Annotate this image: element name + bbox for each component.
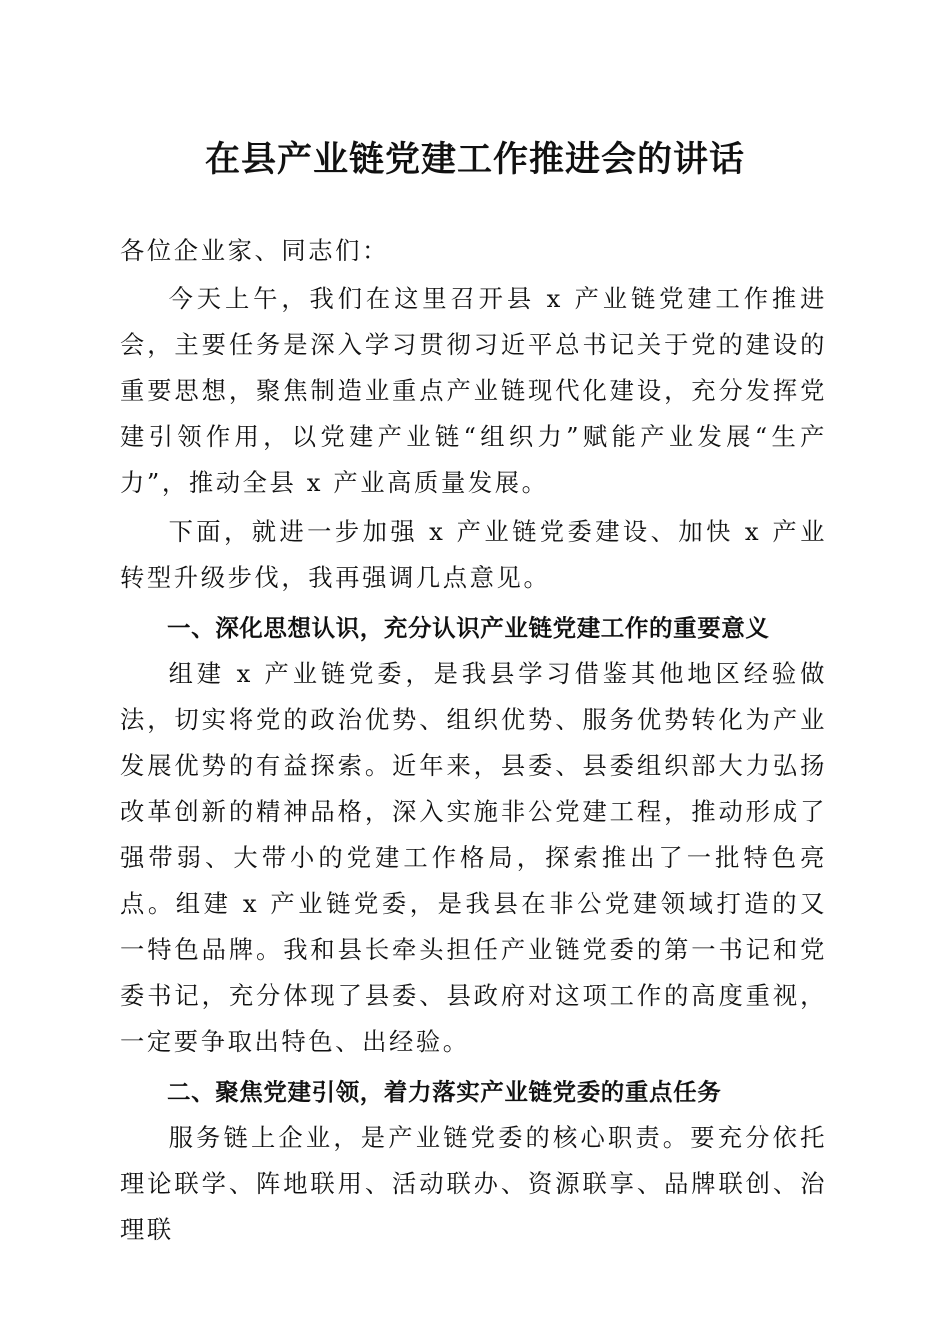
salutation: 各位企业家、同志们： xyxy=(120,236,389,265)
intro-paragraph-2: 下面，就进一步加强 x 产业链党委建设、加快 x 产业转型升级步伐，我再强调几点意见。 xyxy=(120,517,827,592)
section-2-heading: 二、聚焦党建引领，着力落实产业链党委的重点任务 xyxy=(167,1078,722,1106)
document-body xyxy=(120,228,827,1253)
section-2-paragraph: 服务链上企业，是产业链党委的核心职责。要充分依托理论联学、阵地联用、活动联办、资源联享、品牌联创、治理联 xyxy=(120,1123,827,1244)
section-1-paragraph: 组建 x 产业链党委，是我县学习借鉴其他地区经验做法，切实将党的政治优势、组织优势、服务优势转化为产业发展优势的有益探索。近年来，县委、县委组织部大力弘扬改革创新的精神品格，深入实施非公党建工程，推动形成了强带弱、大带小的党建工作格局，探索推出了一批特色亮点。组建 x 产业链党委，是我县在非公党建领域打造的又一特色品牌。我和县长牵头担任产业链党委的第一书记和党委书记，充分体现了县委、县政府对这项工作的高度重视，一定要争取出特色、出经验。 xyxy=(120,659,827,1056)
document-title: 在县产业链党建工作推进会的讲话 xyxy=(204,139,745,180)
section-1-heading: 一、深化思想认识，充分认识产业链党建工作的重要意义 xyxy=(167,614,770,642)
intro-paragraph-1: 今天上午，我们在这里召开县 x 产业链党建工作推进会，主要任务是深入学习贯彻习近平总书记关于党的建设的重要思想，聚焦制造业重点产业链现代化建设，充分发挥党建引领作用，以党建产业链“组织力”赋能产业发展“生产力”，推动全县 x 产业高质量发展。 xyxy=(120,284,827,497)
